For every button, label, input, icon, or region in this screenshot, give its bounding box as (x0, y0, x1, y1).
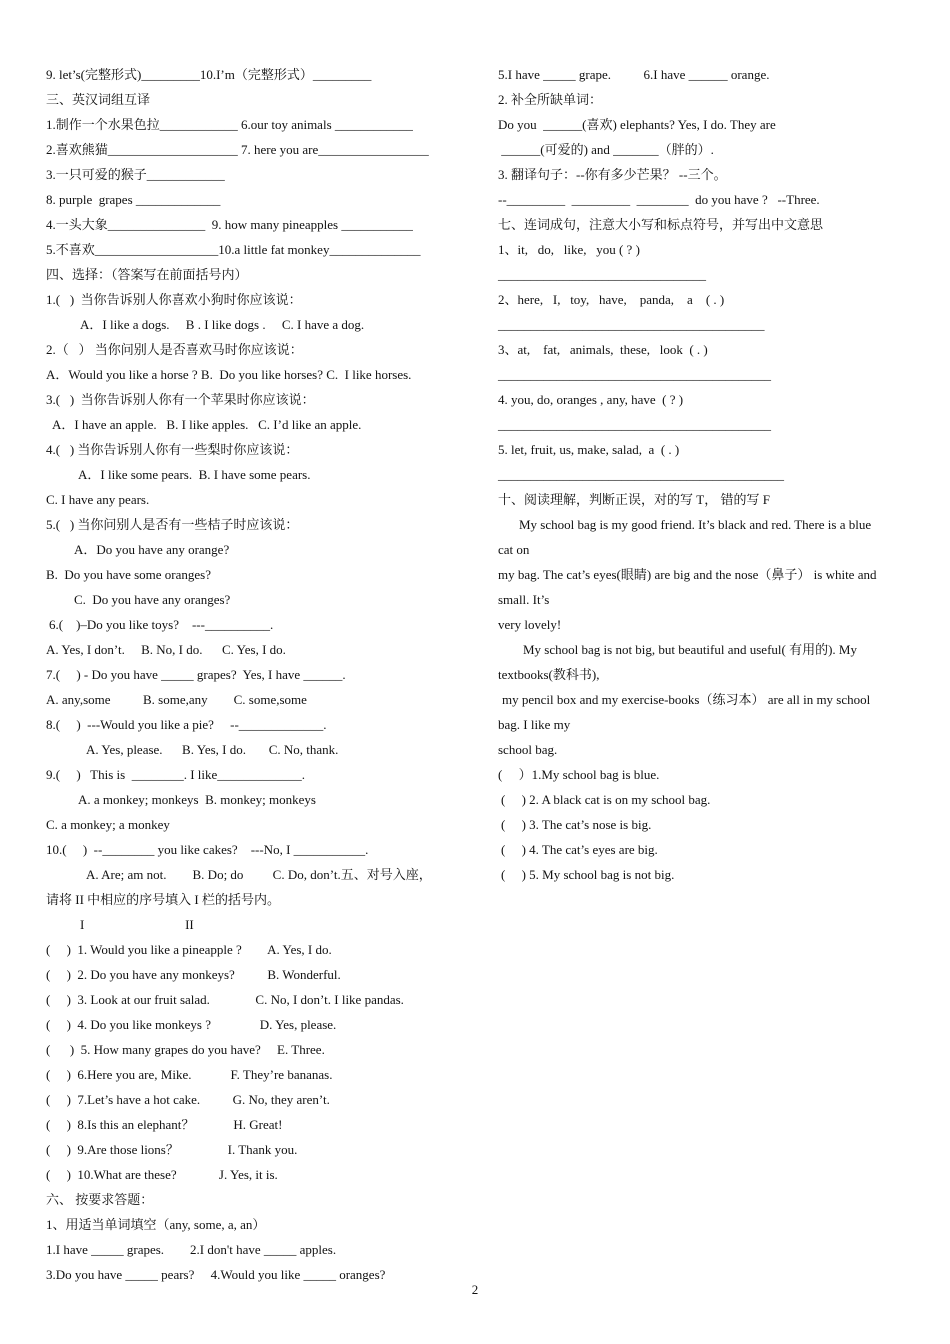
left-column-line: 6.( )–Do you like toys? ---__________. (49, 617, 274, 632)
right-column-line: ( ) 5. My school bag is not big. (501, 867, 675, 882)
page-number: 2 (471, 1282, 479, 1297)
left-column-line: 1.I have _____ grapes. 2.I don't have _____ apples. (46, 1242, 337, 1257)
right-column-line: __________________________________________ (498, 367, 771, 382)
right-column-line: --_________ _________ ________ do you have ? --Three. (498, 192, 820, 207)
left-column-line: 7.( ) - Do you have _____ grapes? Yes, I have ______. (46, 667, 346, 682)
left-column-line: 4.一头大象_______________ 9. how many pineapples ___________ (46, 217, 413, 232)
left-column-line: ( ) 4. Do you like monkeys ? D. Yes, please. (46, 1017, 337, 1032)
right-column-line: 4. you, do, oranges , any, have ( ? ) (498, 392, 684, 407)
right-column-line: small. It’s (498, 592, 550, 607)
right-column-line: My school bag is my good friend. It’s black and red. There is a blue (519, 517, 872, 532)
right-column-line: very lovely! (498, 617, 562, 632)
left-column-line: 三、英汉词组互译 (46, 92, 151, 107)
right-column-line: ____________________________________________ (498, 467, 784, 482)
left-column-line: ( ) 9.Are those lions？ I. Thank you. (46, 1142, 298, 1157)
left-column-line: A．Would you like a horse ? B. Do you like horses? C. I like horses. (46, 367, 412, 382)
right-column-line: 3. 翻译句子：--你有多少芒果？ --三个。 (498, 167, 727, 182)
left-column (46, 62, 471, 1287)
left-column-line: 2.（ ） 当你问别人是否喜欢马时你应该说： (46, 342, 303, 357)
left-column-line: C. a monkey; a monkey (46, 817, 170, 832)
left-column-line: 3.( ) 当你告诉别人你有一个苹果时你应该说： (46, 392, 315, 407)
left-column-line: A．Do you have any orange? (74, 542, 230, 557)
left-column-line: 5.不喜欢___________________10.a little fat monkey______________ (46, 242, 421, 257)
right-column-line: 3、at, fat, animals, these, look ( . ) (498, 342, 708, 357)
right-column-line: ________________________________ (498, 267, 706, 282)
left-column-line: 4.( ) 当你告诉别人你有一些梨时你应该说： (46, 442, 299, 457)
right-column-line: bag. I like my (498, 717, 571, 732)
left-column-line: 3.一只可爱的猴子____________ (46, 167, 225, 182)
right-column-line: 5.I have _____ grape. 6.I have ______ orange. (498, 67, 770, 82)
right-column-line: _________________________________________ (498, 317, 765, 332)
left-column-line: ( ) 6.Here you are, Mike. F. They’re bananas. (46, 1067, 333, 1082)
left-column-line: A．I have an apple. B. I like apples. C. I’d like an apple. (52, 417, 362, 432)
left-column-line: C. Do you have any oranges? (74, 592, 231, 607)
right-column-line: 十、阅读理解，判断正误，对的写 T， 错的写 F (498, 492, 770, 507)
left-column-line: 1.制作一个水果色拉____________ 6.our toy animals ____________ (46, 117, 413, 132)
left-column-line: A．I like some pears. B. I have some pears. (78, 467, 311, 482)
left-column-line: 9. let’s(完整形式)_________10.I’m（完整形式）_________ (46, 67, 372, 82)
left-column-line: A. Are; am not. B. Do; do C. Do, don’t.五、对号入座， (86, 867, 432, 882)
left-column-line: ( ) 2. Do you have any monkeys? B. Wonderful. (46, 967, 341, 982)
right-column-line: 2、here, I, toy, have, panda, a ( . ) (498, 292, 725, 307)
left-column-line: 2.喜欢熊猫____________________ 7. here you are_________________ (46, 142, 429, 157)
left-column-line: ( ) 10.What are these? J. Yes, it is. (46, 1167, 278, 1182)
left-column-line: A. Yes, please. B. Yes, I do. C. No, thank. (86, 742, 339, 757)
right-column-line: ( ) 4. The cat’s eyes are big. (501, 842, 658, 857)
left-column-line: 请将 II 中相应的序号填入 I 栏的括号内。 (46, 892, 280, 907)
left-column-line: 9.( ) This is ________. I like_____________. (46, 767, 306, 782)
left-column-line: ( ) 5. How many grapes do you have? E. Three. (46, 1042, 325, 1057)
left-column-line: ( ) 3. Look at our fruit salad. C. No, I don’t. I like pandas. (46, 992, 404, 1007)
left-column-line: 8. purple grapes _____________ (46, 192, 221, 207)
right-column-line: ______(可爱的) and _______（胖的）. (498, 142, 714, 157)
left-column-line: A. any,some B. some,any C. some,some (46, 692, 307, 707)
right-column-line: ( ) 2. A black cat is on my school bag. (501, 792, 711, 807)
left-column-line: ( ) 1. Would you like a pineapple ? A. Yes, I do. (46, 942, 332, 957)
right-column-line: cat on (498, 542, 530, 557)
right-column-line: ( ) 3. The cat’s nose is big. (501, 817, 652, 832)
left-column-line: B. Do you have some oranges? (46, 567, 211, 582)
right-column-line: school bag. (498, 742, 558, 757)
left-column-line: A．I like a dogs. B . I like dogs . C. I have a dog. (80, 317, 365, 332)
right-column-line: My school bag is not big, but beautiful and useful( 有用的). My (523, 642, 857, 657)
right-column-line: textbooks(教科书), (498, 667, 600, 682)
left-column-line: 四、选择：（答案写在前面括号内） (46, 267, 248, 282)
right-column-line: 1、it, do, like, you ( ? ) (498, 242, 640, 257)
left-column-line: 5.( ) 当你问别人是否有一些桔子时应该说： (46, 517, 299, 532)
left-column-line: 10.( ) --________ you like cakes? ---No, I ___________. (46, 842, 369, 857)
left-column-line: A. a monkey; monkeys B. monkey; monkeys (78, 792, 316, 807)
left-column-line: ( ) 8.Is this an elephant？ H. Great! (46, 1117, 283, 1132)
right-column-line: 2. 补全所缺单词： (498, 92, 603, 107)
left-column-line: 六、 按要求答题： (46, 1192, 154, 1207)
right-column-line: 5. let, fruit, us, make, salad, a ( . ) (498, 442, 680, 457)
left-column-line: I II (80, 917, 194, 932)
left-column-line: 1、用适当单词填空（any, some, a, an） (46, 1217, 266, 1232)
right-column-line: my pencil box and my exercise-books（练习本） are all in my school (502, 692, 871, 707)
left-column-line: A. Yes, I don’t. B. No, I do. C. Yes, I do. (46, 642, 286, 657)
right-column-line: 七、连词成句，注意大小写和标点符号，并写出中文意思 (498, 217, 824, 232)
left-column-line: 8.( ) ---Would you like a pie? --_____________. (46, 717, 327, 732)
left-column-line: 1.( ) 当你告诉别人你喜欢小狗时你应该说： (46, 292, 302, 307)
right-column-line: my bag. The cat’s eyes(眼睛) are big and the nose（鼻子） is white and (498, 567, 877, 582)
right-column-line: __________________________________________ (498, 417, 771, 432)
left-column-line: C. I have any pears. (46, 492, 150, 507)
left-column-line: 3.Do you have _____ pears? 4.Would you like _____ oranges? (46, 1267, 386, 1282)
right-column (498, 62, 918, 887)
right-column-line: Do you ______(喜欢) elephants? Yes, I do. They are (498, 117, 776, 132)
right-column-line: ( ）1.My school bag is blue. (498, 767, 660, 782)
left-column-line: ( ) 7.Let’s have a hot cake. G. No, they aren’t. (46, 1092, 330, 1107)
